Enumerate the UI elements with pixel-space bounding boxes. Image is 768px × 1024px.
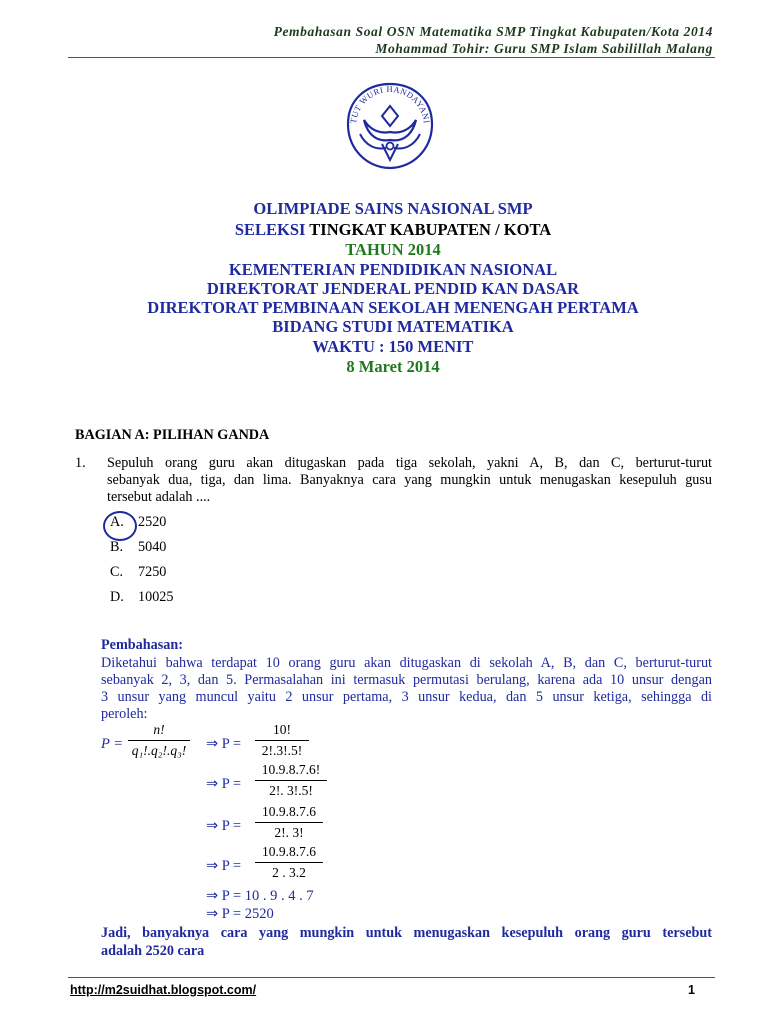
header-line-1: Pembahasan Soal OSN Matematika SMP Tingkat Kabupaten/Kota 2014 — [273, 24, 713, 39]
footer-blog-link[interactable]: http://m2suidhat.blogspot.com/ — [70, 983, 257, 997]
title-tingkat: TINGKAT KABUPATEN / KOTA — [309, 220, 552, 239]
formula-step-1-denominator: 2!.3!.5! — [261, 743, 303, 758]
option-a-letter: A. — [110, 514, 124, 530]
option-c-value: 7250 — [138, 564, 167, 580]
section-heading: BAGIAN A: PILIHAN GANDA — [75, 427, 270, 443]
formula-step-1-arrow: ⇒ P = — [206, 736, 242, 752]
formula-step-4-numerator: 10.9.8.7.6 — [262, 844, 316, 859]
title-waktu: WAKTU : 150 MENIT — [312, 337, 474, 356]
formula-step-5: ⇒ P = 10 . 9 . 4 . 7 — [206, 888, 314, 904]
svg-text:TUT WURI HANDAYANI — [348, 84, 432, 124]
formula-step-2-arrow: ⇒ P = — [206, 776, 242, 792]
question-text-line-3: tersebut adalah .... — [107, 489, 211, 505]
option-b-letter: B. — [110, 539, 124, 555]
formula-step-2-denominator: 2!. 3!.5! — [269, 783, 313, 798]
conclusion-line-1: Jadi, banyaknya cara yang mungkin untuk menugaskan kesepuluh orang guru tersebut — [101, 925, 712, 941]
formula-step-1-numerator: 10! — [273, 722, 291, 737]
fraction-bar — [255, 780, 327, 781]
title-dirjen: DIREKTORAT JENDERAL PENDID KAN DASAR — [206, 279, 580, 298]
footer-rule — [68, 977, 715, 978]
formula-step-4-denominator: 2 . 3.2 — [272, 865, 306, 880]
option-a-value: 2520 — [138, 514, 167, 530]
conclusion-line-2: adalah 2520 cara — [101, 943, 205, 959]
formula-step-4-fraction — [255, 844, 323, 881]
formula-step-1-fraction — [255, 722, 309, 759]
formula-general-numerator: n! — [153, 722, 165, 737]
option-d-value: 10025 — [138, 589, 174, 605]
title-date: 8 Maret 2014 — [346, 357, 440, 376]
question-text-line-2: sebanyak dua, tiga, dan lima. Banyaknya cara yang mungkin untuk menugaskan kesepuluh gusu — [107, 472, 712, 488]
fraction-bar — [255, 740, 309, 741]
fraction-bar — [255, 822, 323, 823]
logo-motto-text: TUT WURI HANDAYANI — [348, 83, 432, 125]
title-olimpiade: OLIMPIADE SAINS NASIONAL SMP — [253, 199, 533, 218]
fraction-bar — [255, 862, 323, 863]
formula-step-6: ⇒ P = 2520 — [206, 906, 274, 922]
header-line-2: Mohammad Tohir: Guru SMP Islam Sabilillah Malang — [375, 41, 713, 56]
formula-step-3-denominator: 2!. 3! — [274, 825, 304, 840]
title-bidang-studi: BIDANG STUDI MATEMATIKA — [272, 317, 514, 336]
formula-general-denominator: q₁!.q₂!.q₃! — [131, 743, 187, 758]
formula-step-2-numerator: 10.9.8.7.6! — [261, 762, 321, 777]
tut-wuri-handayani-logo-icon — [342, 80, 438, 172]
footer-page-number: 1 — [688, 983, 695, 997]
discussion-line-2: sebanyak 2, 3, dan 5. Permasalahan ini termasuk permutasi berulang, karena ada 10 unsur dengan — [101, 672, 712, 688]
option-c-letter: C. — [110, 564, 124, 580]
option-b-value: 5040 — [138, 539, 167, 555]
option-d-letter: D. — [110, 589, 124, 605]
formula-step-3-arrow: ⇒ P = — [206, 818, 242, 834]
header-rule — [68, 57, 715, 58]
title-kementerian: KEMENTERIAN PENDIDIKAN NASIONAL — [228, 260, 558, 279]
formula-step-3-numerator: 10.9.8.7.6 — [262, 804, 316, 819]
title-direktorat: DIREKTORAT PEMBINAAN SEKOLAH MENENGAH PERTAMA — [147, 298, 639, 317]
formula-step-2-fraction — [255, 762, 327, 799]
formula-general-fraction — [128, 722, 190, 759]
title-seleksi-word: SELEKSI — [234, 220, 306, 239]
discussion-line-3: 3 unsur yang muncul yaitu 2 unsur pertama, 3 unsur kedua, dan 5 unsur ketiga, sehingga di — [101, 689, 712, 705]
formula-p-equals: P = — [101, 736, 124, 752]
question-text-line-1: Sepuluh orang guru akan ditugaskan pada tiga sekolah, yakni A, B, dan C, berturut-turut — [107, 455, 712, 471]
discussion-heading: Pembahasan: — [101, 637, 183, 653]
formula-step-3-fraction — [255, 804, 323, 841]
discussion-line-1: Diketahui bahwa terdapat 10 orang guru akan ditugaskan di sekolah A, B, dan C, berturut-turut — [101, 655, 712, 671]
title-tahun: TAHUN 2014 — [345, 240, 441, 259]
formula-step-4-arrow: ⇒ P = — [206, 858, 242, 874]
discussion-line-4: peroleh: — [101, 706, 148, 722]
question-number: 1. — [75, 455, 86, 471]
title-seleksi — [0, 220, 768, 240]
fraction-bar — [128, 740, 190, 741]
